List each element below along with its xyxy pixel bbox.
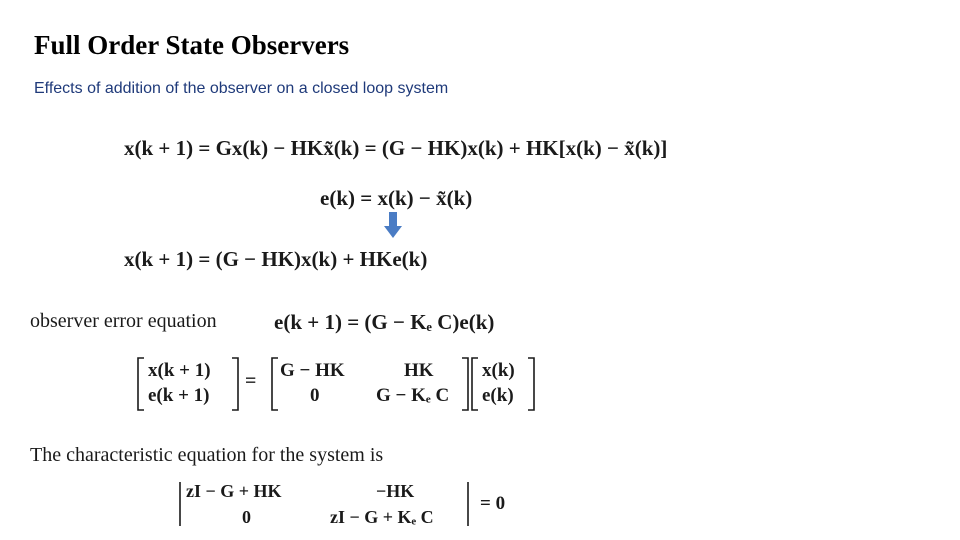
determinant-a11: zI − G + HK [186,481,282,501]
matrix-rhs-row1: x(k) [482,360,515,381]
down-arrow-icon [384,212,402,238]
matrix-a11: G − HK [280,360,345,381]
matrix-lhs-row1: x(k + 1) [148,360,211,381]
equation-observer-error: e(k + 1) = (G − Kₑ C)e(k) [274,310,495,334]
determinant-a12: −HK [376,481,415,501]
matrix-a21: 0 [310,385,320,406]
determinant-equals-zero: = 0 [480,493,506,514]
matrix-a12: HK [404,360,434,381]
matrix-equals: = [245,370,257,392]
equation-with-error: x(k + 1) = (G − HK)x(k) + HKe(k) [124,247,428,271]
slide-title: Full Order State Observers [34,30,350,60]
determinant-a22: zI − G + Kₑ C [330,507,434,527]
equation-closed-loop: x(k + 1) = Gx(k) − HKx̃(k) = (G − HK)x(k) + HK[x(k) − x̃(k)] [124,136,668,160]
slide-subtitle: Effects of addition of the observer on a closed loop system [34,80,449,97]
matrix-lhs-row2: e(k + 1) [148,385,210,406]
equation-error-definition: e(k) = x(k) − x̃(k) [320,186,473,210]
matrix-rhs-row2: e(k) [482,385,514,406]
characteristic-equation-label: The characteristic equation for the system is [30,444,384,466]
matrix-a22: G − Kₑ C [376,385,450,406]
observer-error-label: observer error equation [30,310,217,332]
determinant-a21: 0 [242,507,251,527]
